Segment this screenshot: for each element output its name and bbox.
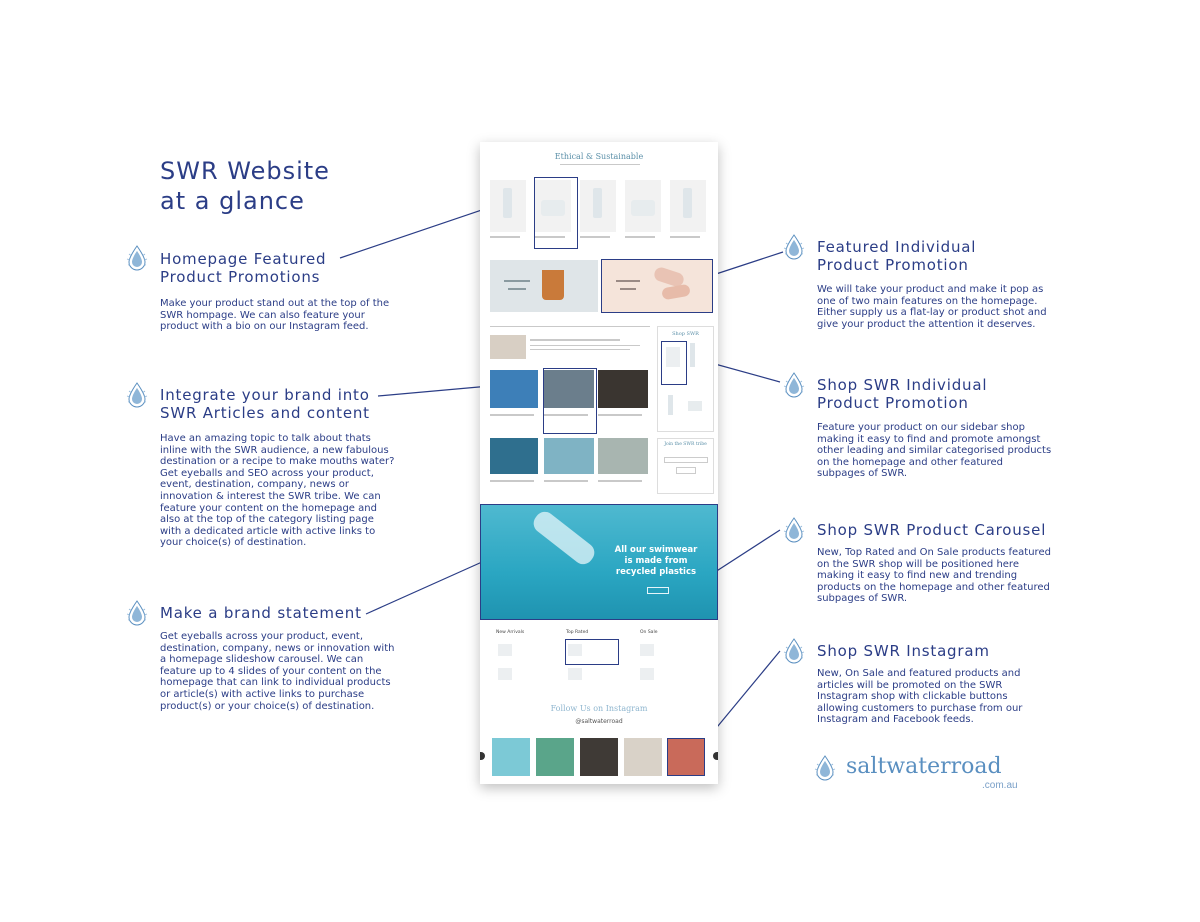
section-featured-individual-title: Featured Individual Product Promotion	[817, 238, 977, 274]
water-drop-icon	[783, 372, 805, 398]
instagram-post[interactable]	[492, 738, 530, 776]
instagram-heading: Follow Us on Instagram	[550, 704, 648, 713]
water-drop-icon	[783, 234, 805, 260]
newsletter-title: Join the SWR tribe	[664, 442, 707, 447]
article-thumb[interactable]	[490, 335, 526, 359]
product-card[interactable]	[580, 180, 616, 232]
section-homepage-featured-body: Make your product stand out at the top of the SWR hompage. We can also feature your product with a bio on our Instagram feed.	[160, 298, 390, 333]
water-drop-icon	[783, 517, 805, 543]
water-drop-icon	[126, 382, 148, 408]
carousel-tab-on-sale[interactable]: On Sale	[640, 630, 658, 635]
section-articles-body: Have an amazing topic to talk about thats inline with the SWR audience, a new fabulous destination or a recipe to make mouths water? Get eyeballs and SEO across your product, event, destination, company, news or innovation & interest the SWR tribe. We can feature your content on the homepage and also at the top of the category listing page with a dedicated article with active links to your choice(s) of destination.	[160, 433, 395, 549]
logo-domain: .com.au	[982, 780, 1018, 791]
instagram-post-highlighted[interactable]	[667, 738, 705, 776]
section-shop-individual-body: Feature your product on our sidebar shop making it easy to find and promote amongst other leading and similar categorised products on the homepage and other featured subpages of SWR.	[817, 422, 1052, 480]
section-shop-individual-title: Shop SWR Individual Product Promotion	[817, 376, 988, 412]
banner-text: is made from	[624, 556, 688, 566]
highlight-carousel-product	[565, 639, 619, 665]
banner-text: All our swimwear	[614, 545, 698, 555]
instagram-post[interactable]	[580, 738, 618, 776]
water-drop-icon	[126, 600, 148, 626]
page-title: SWR Website at a glance	[160, 157, 330, 215]
section-instagram-title: Shop SWR Instagram	[817, 642, 990, 660]
instagram-post[interactable]	[536, 738, 574, 776]
banner-button[interactable]	[647, 587, 669, 594]
instagram-handle: @saltwaterroad	[575, 718, 623, 725]
promo-banner-shoes[interactable]	[601, 259, 713, 313]
article-thumb[interactable]	[598, 370, 648, 408]
mockup-heading: Ethical & Sustainable	[554, 152, 644, 161]
connector-featured-individual	[716, 252, 783, 274]
instagram-post[interactable]	[624, 738, 662, 776]
highlight-featured-product	[534, 177, 578, 249]
water-drop-icon	[783, 638, 805, 664]
product-card[interactable]	[625, 180, 661, 232]
section-featured-individual-body: We will take your product and make it pop as one of two main features on the homepage. Either supply us a flat-lay or product shot and give your product the attention it deserves.	[817, 284, 1047, 330]
section-brand-statement-title: Make a brand statement	[160, 604, 362, 622]
carousel-tab-new[interactable]: New Arrivals	[496, 630, 525, 635]
newsletter-input[interactable]	[664, 457, 708, 463]
sidebar-newsletter	[657, 438, 714, 494]
connector-brand-statement	[366, 562, 482, 614]
article-thumb[interactable]	[490, 438, 538, 474]
highlight-sidebar-product	[661, 341, 687, 385]
section-articles-title: Integrate your brand into SWR Articles and content	[160, 386, 370, 422]
water-drop-icon	[126, 245, 148, 271]
connector-instagram	[708, 651, 780, 738]
connector-articles	[378, 386, 490, 396]
article-thumb[interactable]	[598, 438, 648, 474]
website-mockup	[480, 142, 718, 784]
product-card[interactable]	[670, 180, 706, 232]
section-instagram-body: New, On Sale and featured products and articles will be promoted on the SWR Instagram shop with clickable buttons allowing customers to purchase from our Instagram and Facebook feeds.	[817, 668, 1023, 726]
section-carousel-body: New, Top Rated and On Sale products featured on the SWR shop will be positioned here making it easy to find new and trending products on the homepage and other featured subpages of SWR.	[817, 547, 1051, 605]
promo-banner-bag[interactable]	[490, 260, 598, 312]
water-drop-icon	[814, 755, 836, 781]
highlight-article	[543, 368, 597, 434]
newsletter-button[interactable]	[676, 467, 696, 474]
brand-statement-banner[interactable]	[480, 504, 718, 620]
section-carousel-title: Shop SWR Product Carousel	[817, 521, 1047, 539]
instagram-prev-arrow[interactable]	[480, 752, 485, 760]
instagram-next-arrow[interactable]	[713, 752, 718, 760]
banner-text: recycled plastics	[615, 567, 697, 577]
product-card[interactable]	[490, 180, 526, 232]
sidebar-shop-title: Shop SWR	[672, 331, 699, 337]
carousel-tab-top-rated[interactable]: Top Rated	[566, 630, 589, 635]
article-thumb[interactable]	[490, 370, 538, 408]
section-homepage-featured-title: Homepage Featured Product Promotions	[160, 250, 327, 286]
article-thumb[interactable]	[544, 438, 594, 474]
section-brand-statement-body: Get eyeballs across your product, event, destination, company, news or innovation with a homepage slideshow carousel. We can feature up to 4 slides of your content on the homepage that can link to individual products or article(s) with active links to purchase product(s) or your choice(s) of destination.	[160, 631, 395, 712]
logo-wordmark: saltwaterroad	[846, 754, 1002, 779]
